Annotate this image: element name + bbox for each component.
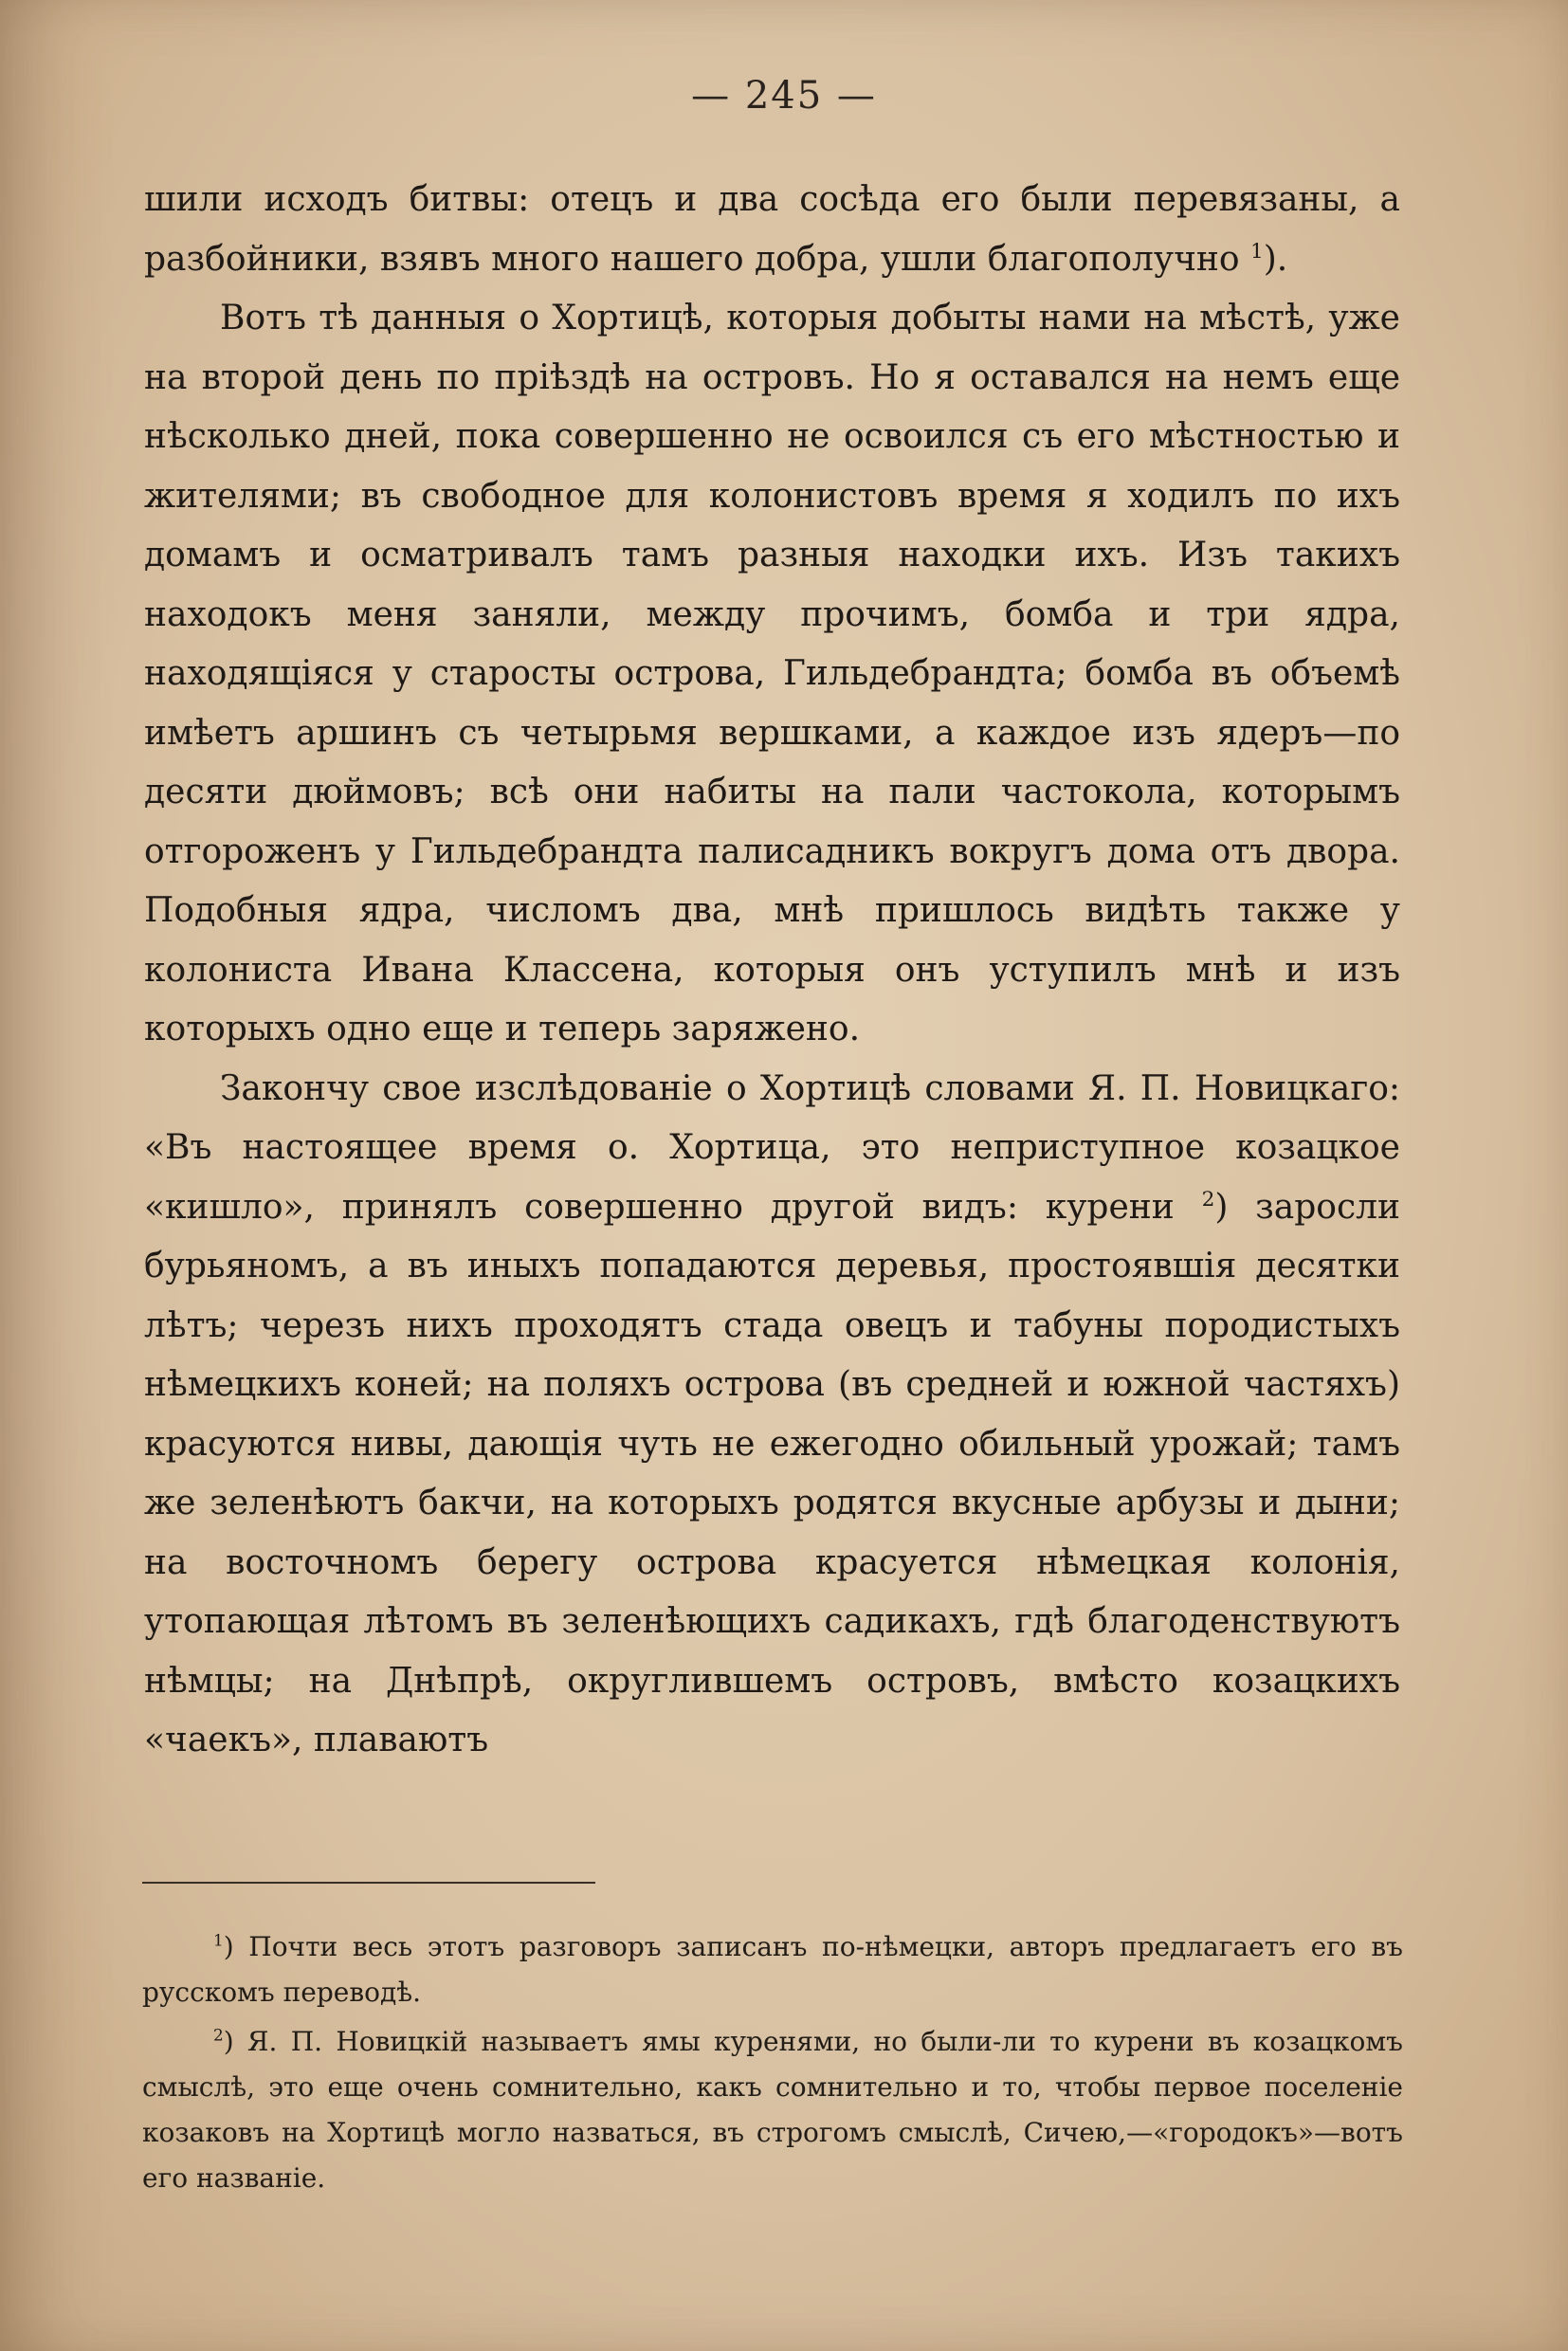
paragraph-text: ). <box>1263 239 1288 279</box>
paragraph-text: Закончу свое изслѣдованіе о Хортицѣ словами Я. П. Новицкаго: «Въ настоящее время о. Хортица, это неприступное козацкое «кишло», принялъ совершенно другой видъ: курени <box>144 1068 1400 1227</box>
main-text <box>144 171 1400 1771</box>
paragraph-quote <box>144 1060 1400 1771</box>
paragraph-text: шили исходъ битвы: отецъ и два сосѣда его были перевязаны, а разбойники, взявъ много нашего добра, ушли благополучно <box>144 180 1400 279</box>
footnote-ref-2[interactable]: 2 <box>1201 1187 1215 1212</box>
footnote-text: ) Я. П. Новицкій называетъ ямы куренями, но были-ли то курени въ козацкомъ смыслѣ, это еще очень сомнительно, какъ сомнительно и то, чтобы первое поселеніе козаковъ на Хортицѣ могло назваться, въ строгомъ смыслѣ, Сичею,—«городокъ»—вотъ его названіе. <box>142 2026 1403 2194</box>
footnote-divider <box>142 1882 595 1884</box>
footnote-1 <box>142 1924 1403 2015</box>
footnote-text: ) Почти весь этотъ разговоръ записанъ по-нѣмецки, авторъ предлагаетъ его въ русскомъ переводѣ. <box>142 1931 1403 2008</box>
footnote-ref-1[interactable]: 1 <box>1249 239 1264 264</box>
footnote-number: 2 <box>213 2025 224 2045</box>
footnotes <box>142 1924 1403 2205</box>
paragraph-continuation <box>144 171 1400 289</box>
paragraph: Вотъ тѣ данныя о Хортицѣ, которыя добыты нами на мѣстѣ, уже на второй день по пріѣздѣ на островъ. Но я оставался на немъ еще нѣсколько дней, пока совершенно не освоился съ его мѣстностью и жителями; въ свободное для колонистовъ время я ходилъ по ихъ домамъ и осматривалъ тамъ разныя находки ихъ. Изъ такихъ находокъ меня заняли, между прочимъ, бомба и три ядра, находящіяся у старосты острова, Гильдебрандта; бомба въ объемѣ имѣетъ аршинъ съ четырьмя вершками, а каждое изъ ядеръ—по десяти дюймовъ; всѣ они набиты на пали частокола, которымъ отгороженъ у Гильдебрандта палисадникъ вокругъ дома отъ двора. Подобныя ядра, числомъ два, мнѣ пришлось видѣть также у колониста Ивана Классена, которыя онъ уступилъ мнѣ и изъ которыхъ одно еще и теперь заряжено. <box>144 299 1400 1048</box>
footnote-2 <box>142 2019 1403 2201</box>
paragraph-text: ) заросли бурьяномъ, а въ иныхъ попадаются деревья, простоявшія десятки лѣтъ; черезъ нихъ проходятъ стада овецъ и табуны породистыхъ нѣмецкихъ коней; на поляхъ острова (въ средней и южной частяхъ) красуются нивы, дающія чуть не ежегодно обильный урожай; тамъ же зеленѣютъ бакчи, на которыхъ родятся вкусные арбузы и дыни; на восточномъ берегу острова красуется нѣмецкая колонія, утопающая лѣтомъ въ зеленѣющихъ садикахъ, гдѣ благоденствуютъ нѣмцы; на Днѣпрѣ, округлившемъ островъ, вмѣсто козацкихъ «чаекъ», плаваютъ <box>144 1187 1400 1759</box>
page-number: — 245 — <box>691 74 877 118</box>
footnote-number: 1 <box>213 1930 224 1950</box>
